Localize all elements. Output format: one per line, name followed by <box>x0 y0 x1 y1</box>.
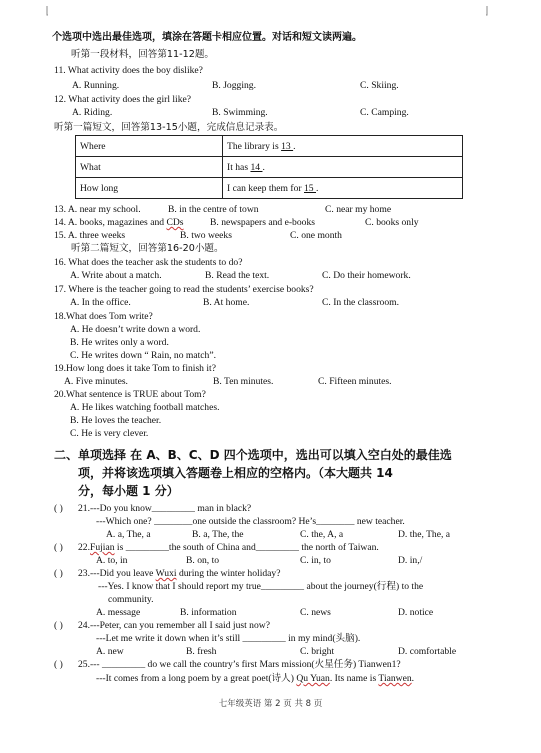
header-instruction: 个选项中选出最佳选项，填涂在答题卡相应位置。对话和短文读两遍。 <box>52 32 362 43</box>
q23-line2: ---Yes. I know that I should report my true_________ about the journey(行程) to the <box>98 581 424 592</box>
q25-answer-paren[interactable]: ( ) <box>54 659 63 670</box>
q24-option-a: A. new <box>96 646 124 657</box>
part3-intro: 听第二篇短文，回答第16-20小题。 <box>71 243 224 254</box>
q17-stem: 17. Where is the teacher going to read the students’ exercise books? <box>54 284 314 295</box>
q16-stem: 16. What does the teacher ask the students to do? <box>54 257 243 268</box>
q21-line1: 21.---Do you know_________ man in black? <box>78 503 252 514</box>
q19-option-c: C. Fifteen minutes. <box>318 376 392 387</box>
q11-option-c: C. Skiing. <box>360 80 399 91</box>
q21-line2: ---Which one? ________one outside the classroom? He’s________ new teacher. <box>96 516 405 527</box>
table-row <box>76 136 463 157</box>
q17-option-b: B. At home. <box>203 297 250 308</box>
q16-option-b: B. Read the text. <box>205 270 270 281</box>
table-cell-label: Where <box>76 136 223 157</box>
q25-line1: 25.--- _________ do we call the country’s first Mars mission(火星任务) Tianwen1? <box>78 659 401 670</box>
q22-option-a: A. to, in <box>96 555 128 566</box>
q11-stem: 11. What activity does the boy dislike? <box>54 65 203 76</box>
q16-option-c: C. Do their homework. <box>322 270 411 281</box>
q24-option-c: C. bright <box>300 646 335 657</box>
q19-option-a: A. Five minutes. <box>64 376 128 387</box>
answer-blank-15: 15 <box>304 182 316 194</box>
q20-stem: 20.What sentence is TRUE about Tom? <box>54 389 206 400</box>
q21-option-b: B. a, The, the <box>192 529 244 540</box>
q21-answer-paren[interactable]: ( ) <box>54 503 63 514</box>
table-cell-value: I can keep them for 15 . <box>223 178 463 199</box>
q12-stem: 12. What activity does the girl like? <box>54 94 192 105</box>
table-cell-value: It has 14 . <box>223 157 463 178</box>
q22-line1: 22.Fujian is _________the south of China and_________ the north of Taiwan. <box>78 542 379 553</box>
q23-option-d: D. notice <box>398 607 434 618</box>
q25-line2: ---It comes from a long poem by a great poet(诗人) Qu Yuan. Its name is Tianwen. <box>96 673 415 684</box>
q14-option-c: C. books only <box>365 217 419 228</box>
table-cell-label: How long <box>76 178 223 199</box>
q23-line1: 23.---Did you leave Wuxi during the winter holiday? <box>78 568 281 579</box>
q21-option-c: C. the, A, a <box>300 529 344 540</box>
q19-stem: 19.How long does it take Tom to finish it? <box>54 363 216 374</box>
q21-option-d: D. the, The, a <box>398 529 451 540</box>
q13-option-a: 13. A. near my school. <box>54 204 141 215</box>
q23-option-a: A. message <box>96 607 141 618</box>
answer-blank-13: 13 <box>281 140 294 152</box>
q15-option-a: 15. A. three weeks <box>54 230 126 241</box>
q18-option-b: B. He writes only a word. <box>70 337 169 348</box>
q22-option-c: C. in, to <box>300 555 331 566</box>
part2-intro: 听第一篇短文，回答第13-15小题，完成信息记录表。 <box>54 122 284 133</box>
q18-stem: 18.What does Tom write? <box>54 311 153 322</box>
q20-option-a: A. He likes watching football matches. <box>70 402 220 413</box>
part1-intro: 听第一段材料，回答第11-12题。 <box>71 49 215 60</box>
q11-option-b: B. Jogging. <box>212 80 256 91</box>
q24-answer-paren[interactable]: ( ) <box>54 620 63 631</box>
q20-option-c: C. He is very clever. <box>70 428 149 439</box>
q17-option-c: C. In the classroom. <box>322 297 400 308</box>
q22-answer-paren[interactable]: ( ) <box>54 542 63 553</box>
table-row <box>76 157 463 178</box>
q17-option-a: A. In the office. <box>70 297 131 308</box>
q11-option-a: A. Running. <box>72 80 120 91</box>
q20-option-b: B. He loves the teacher. <box>70 415 162 426</box>
q18-option-a: A. He doesn’t write down a word. <box>70 324 201 335</box>
section2-heading-line3: 分，每小题 1 分） <box>78 484 179 498</box>
q14-option-a: 14. A. books, magazines and CDs <box>54 217 184 228</box>
corner-mark-top-left <box>38 6 48 16</box>
q16-option-a: A. Write about a match. <box>70 270 162 281</box>
section2-heading-line2: 项，并将该选项填入答题卷上相应的空格内。（本大题共 14 <box>78 466 393 480</box>
answer-blank-14: 14 <box>250 161 263 173</box>
table-row <box>76 178 463 199</box>
q22-option-b: B. on, to <box>186 555 220 566</box>
q24-option-b: B. fresh <box>186 646 217 657</box>
q15-option-c: C. one month <box>290 230 342 241</box>
q19-option-b: B. Ten minutes. <box>213 376 274 387</box>
q23-line3: community. <box>108 594 154 605</box>
q13-option-c: C. near my home <box>325 204 392 215</box>
q21-option-a: A. a, The, a <box>106 529 151 540</box>
corner-mark-top-right <box>486 6 496 16</box>
q23-answer-paren[interactable]: ( ) <box>54 568 63 579</box>
q23-option-c: C. news <box>300 607 331 618</box>
q24-line1: 24.---Peter, can you remember all I said just now? <box>78 620 270 631</box>
q12-option-b: B. Swimming. <box>212 107 268 118</box>
q23-option-b: B. information <box>180 607 237 618</box>
q12-option-c: C. Camping. <box>360 107 409 118</box>
q14-option-b: B. newspapers and e-books <box>210 217 315 228</box>
q22-option-d: D. in,/ <box>398 555 423 566</box>
q18-option-c: C. He writes down “ Rain, no match”. <box>70 350 217 361</box>
q13-option-b: B. in the centre of town <box>168 204 259 215</box>
q15-option-b: B. two weeks <box>180 230 232 241</box>
table-cell-value: The library is 13 . <box>223 136 463 157</box>
q24-line2: ---Let me write it down when it’s still _________ in my mind(头脑). <box>96 633 361 644</box>
page-footer: 七年级英语 第 2 页 共 8 页 <box>218 699 323 709</box>
q24-option-d: D. comfortable <box>398 646 457 657</box>
info-record-table <box>75 135 463 199</box>
table-cell-label: What <box>76 157 223 178</box>
section2-heading-line1: 二、单项选择 在 A、B、C、D 四个选项中，选出可以填入空白处的最佳选 <box>54 448 452 462</box>
q12-option-a: A. Riding. <box>72 107 113 118</box>
